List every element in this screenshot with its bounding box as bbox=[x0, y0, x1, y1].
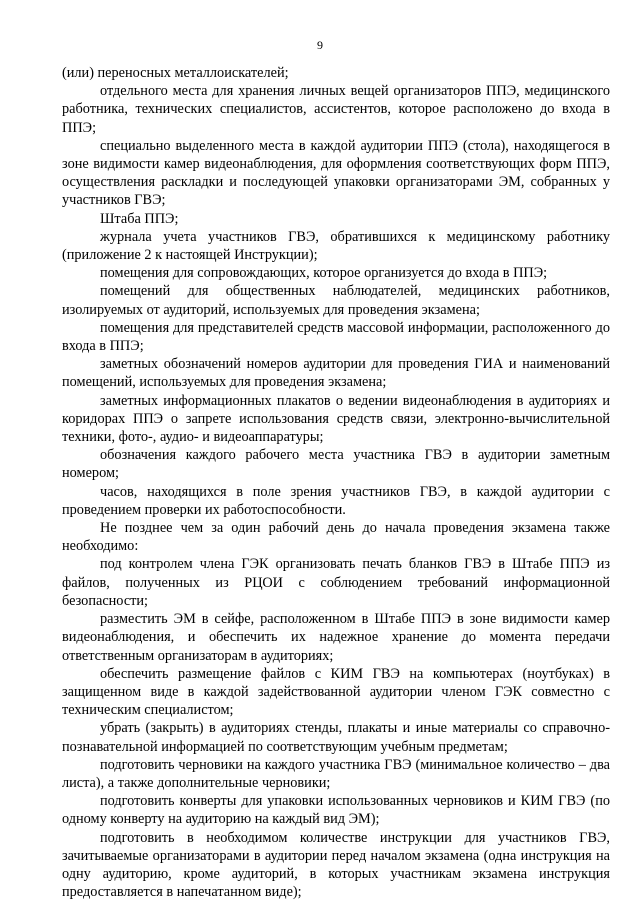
list-item-paragraph: под контролем члена ГЭК организовать печать бланков ГВЭ в Штабе ППЭ из файлов, полученных из РЦОИ с соблюдением требований информационной безопасности; bbox=[62, 556, 610, 609]
page-number: 9 bbox=[317, 38, 323, 52]
list-item-paragraph: убрать (закрыть) в аудиториях стенды, плакаты и иные материалы со справочно-познавательной информацией по соответствующим учебным предметам; bbox=[62, 720, 610, 755]
list-item-paragraph: заметных информационных плакатов о ведении видеонаблюдения в аудиториях и коридорах ППЭ о запрете использования средств связи, электронно-вычислительной техники, фото-, аудио- и видеоаппаратуры; bbox=[62, 392, 610, 446]
list-item-paragraph: разместить ЭМ в сейфе, расположенном в Штабе ППЭ в зоне видимости камер видеонаблюдения, и обеспечить их надежное хранение до момента передачи ответственным организаторам в аудиториях; bbox=[62, 611, 610, 664]
list-item-paragraph: подготовить конверты для упаковки использованных черновиков и КИМ ГВЭ (по одному конверту на аудиторию на каждый вид ЭМ); bbox=[62, 793, 610, 828]
list-item-paragraph: помещений для общественных наблюдателей, медицинских работников, изолируемых от аудиторий, используемых для проведения экзамена; bbox=[62, 283, 610, 318]
list-item-paragraph: обозначения каждого рабочего места участника ГВЭ в аудитории заметным номером; bbox=[62, 447, 610, 482]
list-item-paragraph: Штаба ППЭ; bbox=[100, 210, 179, 227]
list-item-paragraph: часов, находящихся в поле зрения участников ГВЭ, в каждой аудитории с проведением проверки их работоспособности. bbox=[62, 483, 610, 518]
section-intro-paragraph: Не позднее чем за один рабочий день до начала проведения экзамена также необходимо: bbox=[62, 520, 610, 555]
list-item-paragraph: отдельного места для хранения личных вещей организаторов ППЭ, медицинского работника, технических специалистов, ассистентов, которое расположено до входа в ППЭ; bbox=[62, 83, 610, 136]
list-item-paragraph: помещения для сопровождающих, которое организуется до входа в ППЭ; bbox=[100, 265, 548, 282]
list-item-paragraph: журнала учета участников ГВЭ, обратившихся к медицинскому работнику (приложение 2 к настоящей Инструкции); bbox=[62, 228, 610, 264]
list-item-paragraph: подготовить черновики на каждого участника ГВЭ (минимальное количество – два листа), а также дополнительные черновики; bbox=[62, 756, 610, 791]
list-item-paragraph: специально выделенного места в каждой аудитории ППЭ (стола), находящегося в зоне видимости камер видеонаблюдения, для оформления соответствующих форм ППЭ, осуществления раскладки и последующей упаковки организаторами ЭМ, собранных у участников ГВЭ; bbox=[62, 137, 610, 209]
document-body bbox=[62, 64, 610, 901]
list-item-paragraph: обеспечить размещение файлов с КИМ ГВЭ на компьютерах (ноутбуках) в защищенном виде в каждой задействованной аудитории членом ГЭК совместно с техническим специалистом; bbox=[62, 665, 610, 719]
list-item-paragraph: помещения для представителей средств массовой информации, расположенного до входа в ППЭ; bbox=[62, 319, 610, 355]
list-item-paragraph: заметных обозначений номеров аудитории для проведения ГИА и наименований помещений, используемых для проведения экзамена; bbox=[62, 356, 610, 391]
paragraph-continuation: (или) переносных металлоискателей; bbox=[62, 65, 289, 81]
list-item-paragraph: подготовить в необходимом количестве инструкции для участников ГВЭ, зачитываемые организаторами в аудитории перед началом экзамена (одна инструкция на одну аудиторию, кроме аудиторий, в которых участникам экзамена инструкция предоставляется в напечатанном виде); bbox=[62, 829, 610, 901]
